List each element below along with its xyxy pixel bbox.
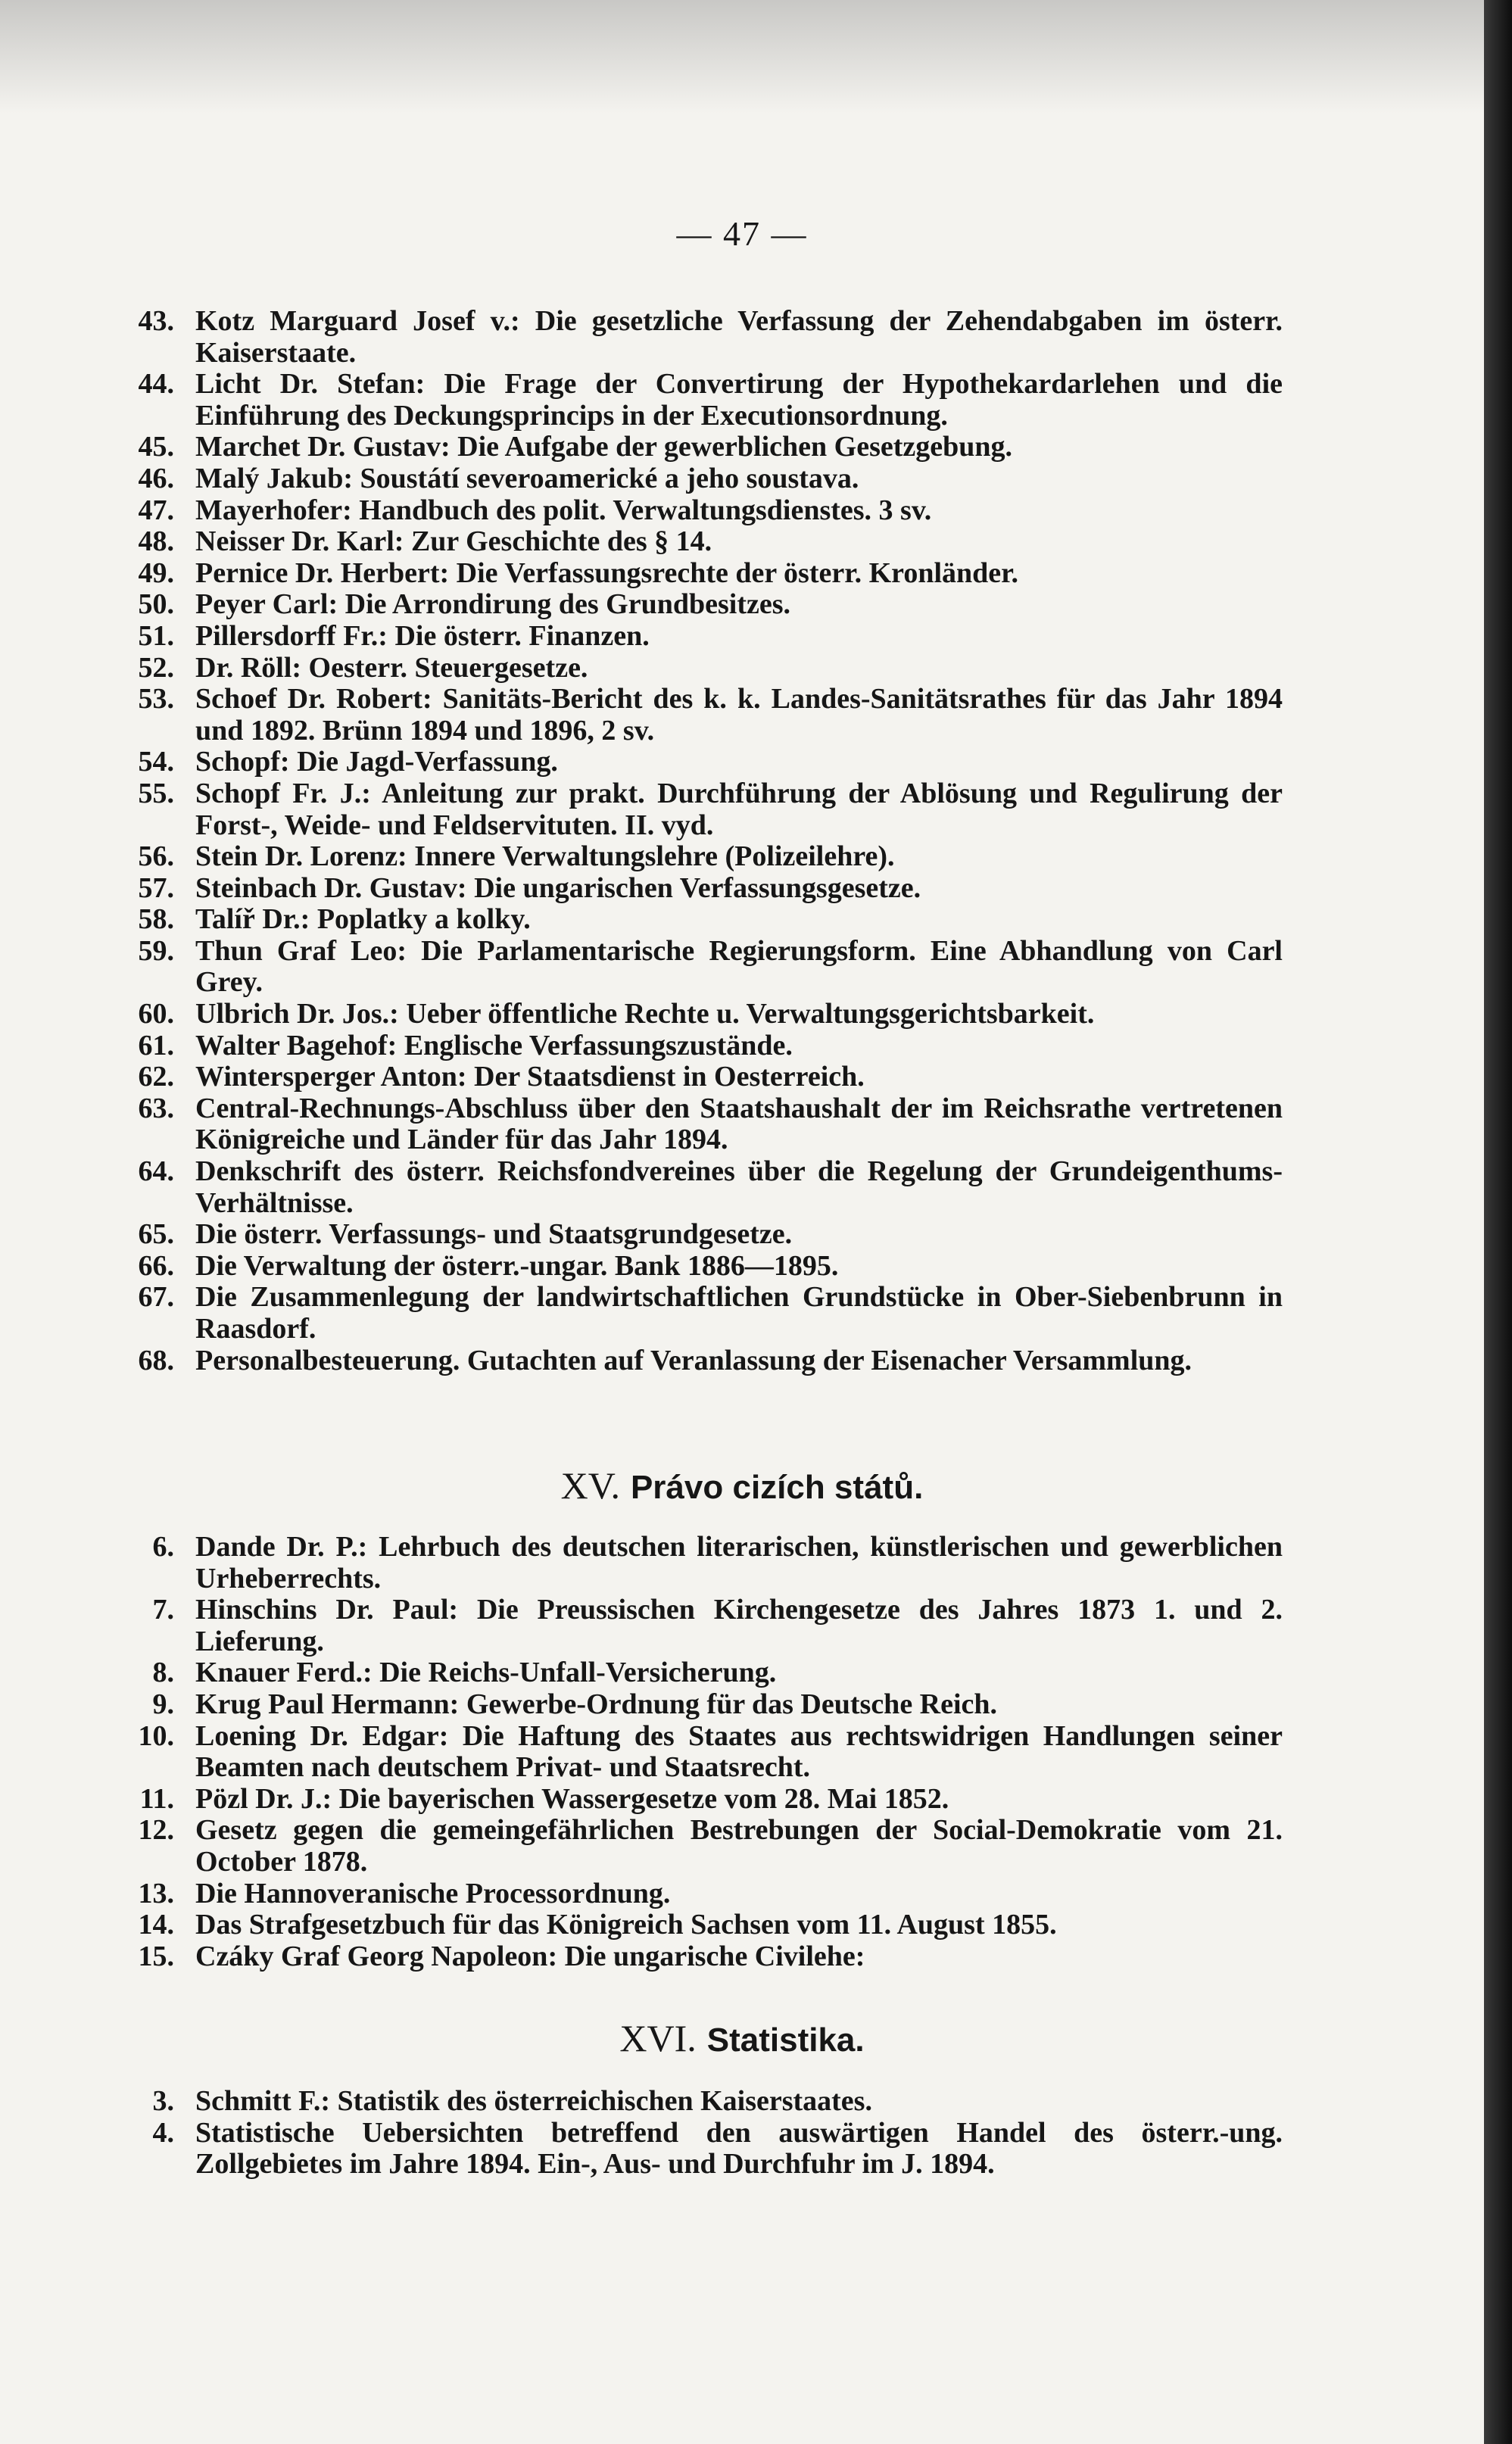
- entry-text: Knauer Ferd.: Die Reichs-Unfall-Versicherung.: [195, 1657, 777, 1689]
- list-item: [0, 1595, 1484, 1657]
- list-item: [0, 747, 1484, 778]
- entry-number: 48.: [138, 525, 174, 558]
- section-heading: [0, 2015, 1484, 2063]
- list-item: [0, 1721, 1484, 1784]
- entry-text: Dr. Röll: Oesterr. Steuergesetze.: [195, 651, 588, 684]
- entry-number: 9.: [152, 1688, 174, 1720]
- section-numeral: XVI.: [619, 2017, 697, 2059]
- page-number: — 47 —: [676, 214, 808, 253]
- list-item: [0, 369, 1484, 432]
- entry-text: Das Strafgesetzbuch für das Königreich Sachsen vom 11. August 1855.: [195, 1909, 1057, 1941]
- entry-number: 52.: [138, 651, 174, 684]
- entry-number: 59.: [138, 934, 174, 967]
- list-item: [0, 841, 1484, 873]
- entry-text: Czáky Graf Georg Napoleon: Die ungarische Civilehe:: [195, 1940, 865, 1972]
- entry-number: 46.: [138, 462, 174, 494]
- entry-number: 56.: [138, 840, 174, 873]
- list-item: [0, 526, 1484, 558]
- entry-text: Marchet Dr. Gustav: Die Aufgabe der gewerblichen Gesetzgebung.: [195, 431, 1013, 463]
- entry-number: 11.: [139, 1782, 174, 1815]
- entry-text: Malý Jakub: Soustátí severoamerické a jeho soustava.: [195, 462, 859, 494]
- entry-text: Neisser Dr. Karl: Zur Geschichte des § 14.: [195, 525, 712, 558]
- entry-number: 64.: [138, 1155, 174, 1188]
- entry-number: 8.: [152, 1657, 174, 1689]
- list-item: [0, 936, 1484, 999]
- entry-number: 65.: [138, 1218, 174, 1251]
- list-item: [0, 1251, 1484, 1283]
- entry-number: 68.: [138, 1344, 174, 1376]
- section-xv: [0, 1463, 1484, 1972]
- entries-section-a: [0, 306, 1484, 1376]
- entry-number: 13.: [138, 1877, 174, 1909]
- list-item: [0, 1219, 1484, 1251]
- list-item: [0, 495, 1484, 527]
- list-item: [0, 653, 1484, 684]
- entry-number: 12.: [138, 1814, 174, 1847]
- entry-text: Gesetz gegen die gemeingefährlichen Bestrebungen der Social-Demokratie vom 21. October 1878.: [195, 1814, 1283, 1878]
- entry-text: Loening Dr. Edgar: Die Haftung des Staates aus rechtswidrigen Handlungen seiner Beamten nach deutschem Privat- und Staatsrecht.: [195, 1719, 1283, 1784]
- entry-number: 6.: [152, 1531, 174, 1563]
- entry-number: 44.: [138, 368, 174, 401]
- entry-number: 63.: [138, 1092, 174, 1124]
- entry-text: Steinbach Dr. Gustav: Die ungarischen Verfassungsgesetze.: [195, 871, 921, 904]
- entry-number: 14.: [138, 1909, 174, 1941]
- entry-text: Dande Dr. P.: Lehrbuch des deutschen literarischen, künstlerischen und gewerblichen Urheberrechts.: [195, 1531, 1283, 1595]
- scan-border: [1484, 0, 1512, 2444]
- entry-text: Thun Graf Leo: Die Parlamentarische Regierungsform. Eine Abhandlung von Carl Grey.: [195, 934, 1283, 999]
- entry-number: 62.: [138, 1061, 174, 1093]
- section-title: Právo cizích států.: [630, 1469, 924, 1506]
- entry-text: Die Verwaltung der österr.-ungar. Bank 1886—1895.: [195, 1249, 839, 1282]
- entry-text: Pillersdorff Fr.: Die österr. Finanzen.: [195, 619, 650, 652]
- list-item: [0, 1345, 1484, 1377]
- entry-text: Pözl Dr. J.: Die bayerischen Wassergesetze vom 28. Mai 1852.: [195, 1782, 949, 1815]
- list-item: [0, 306, 1484, 369]
- list-item: [0, 1909, 1484, 1941]
- entry-list: [0, 1532, 1484, 1972]
- entry-text: Schopf Fr. J.: Anleitung zur prakt. Durchführung der Ablösung und Regulirung der Forst-, Weide- und Feldservituten. II. vyd.: [195, 777, 1283, 841]
- entry-number: 3.: [152, 2085, 174, 2117]
- list-item: [0, 432, 1484, 463]
- entry-text: Licht Dr. Stefan: Die Frage der Convertirung der Hypothekardarlehen und die Einführung des Deckungsprincips in der Executionsordnung.: [195, 368, 1283, 432]
- entry-number: 54.: [138, 746, 174, 778]
- list-item: [0, 1156, 1484, 1219]
- entry-text: Walter Bagehof: Englische Verfassungszustände.: [195, 1029, 793, 1061]
- list-item: [0, 2118, 1484, 2181]
- entry-number: 43.: [138, 305, 174, 337]
- entry-number: 4.: [152, 2116, 174, 2149]
- entry-text: Peyer Carl: Die Arrondirung des Grundbesitzes.: [195, 588, 790, 621]
- list-item: [0, 621, 1484, 653]
- section-numeral: XV.: [560, 1464, 620, 1507]
- entry-text: Kotz Marguard Josef v.: Die gesetzliche Verfassung der Zehendabgaben im österr. Kaiserstaate.: [195, 305, 1283, 369]
- entry-text: Schoef Dr. Robert: Sanitäts-Bericht des k. k. Landes-Sanitätsrathes für das Jahr 1894 und 1892. Brünn 1894 und 1896, 2 sv.: [195, 683, 1283, 747]
- entry-number: 67.: [138, 1281, 174, 1314]
- list-item: [0, 1030, 1484, 1062]
- list-item: [0, 1093, 1484, 1156]
- entry-text: Wintersperger Anton: Der Staatsdienst in Oesterreich.: [195, 1061, 865, 1093]
- entry-text: Talíř Dr.: Poplatky a kolky.: [195, 903, 531, 936]
- section-title: Statistika.: [706, 2022, 865, 2059]
- entry-number: 55.: [138, 777, 174, 809]
- list-item: [0, 873, 1484, 905]
- list-item: [0, 1282, 1484, 1345]
- entry-number: 60.: [138, 998, 174, 1030]
- entry-number: 47.: [138, 494, 174, 526]
- entry-number: 58.: [138, 903, 174, 936]
- entry-number: 49.: [138, 556, 174, 589]
- entry-text: Central-Rechnungs-Abschluss über den Staatshaushalt der im Reichsrathe vertretenen Königreiche und Länder für das Jahr 1894.: [195, 1092, 1283, 1156]
- entry-text: Hinschins Dr. Paul: Die Preussischen Kirchengesetze des Jahres 1873 1. und 2. Lieferung.: [195, 1594, 1283, 1657]
- list-item: [0, 684, 1484, 747]
- entry-number: 10.: [138, 1719, 174, 1752]
- list-item: [0, 1815, 1484, 1878]
- scan-shadow: [0, 0, 1484, 114]
- list-item: [0, 999, 1484, 1030]
- entry-text: Denkschrift des österr. Reichsfondvereines über die Regelung der Grundeigenthums-Verhältnisse.: [195, 1155, 1283, 1219]
- entry-text: Ulbrich Dr. Jos.: Ueber öffentliche Rechte u. Verwaltungsgerichtsbarkeit.: [195, 998, 1095, 1030]
- entry-number: 61.: [138, 1029, 174, 1061]
- entry-number: 45.: [138, 431, 174, 463]
- entry-list: [0, 306, 1484, 1376]
- list-item: [0, 1061, 1484, 1093]
- entry-text: Statistische Uebersichten betreffend den auswärtigen Handel des österr.-ung. Zollgebietes im Jahre 1894. Ein-, Aus- und Durchfuhr im J. 1894.: [195, 2116, 1283, 2181]
- list-item: [0, 904, 1484, 936]
- entry-number: 15.: [138, 1940, 174, 1972]
- entry-number: 7.: [152, 1594, 174, 1626]
- list-item: [0, 558, 1484, 590]
- entry-text: Pernice Dr. Herbert: Die Verfassungsrechte der österr. Kronländer.: [195, 556, 1019, 589]
- entry-text: Schopf: Die Jagd-Verfassung.: [195, 746, 558, 778]
- list-item: [0, 2086, 1484, 2118]
- entry-number: 50.: [138, 588, 174, 621]
- entry-text: Die österr. Verfassungs- und Staatsgrundgesetze.: [195, 1218, 793, 1251]
- section-xvi: [0, 2015, 1484, 2181]
- entry-number: 66.: [138, 1249, 174, 1282]
- entry-text: Die Zusammenlegung der landwirtschaftlichen Grundstücke in Ober-Siebenbrunn in Raasdorf.: [195, 1281, 1283, 1345]
- list-item: [0, 1689, 1484, 1721]
- list-item: [0, 1878, 1484, 1910]
- entry-list: [0, 2086, 1484, 2181]
- entry-text: Mayerhofer: Handbuch des polit. Verwaltungsdienstes. 3 sv.: [195, 494, 932, 526]
- entry-text: Krug Paul Hermann: Gewerbe-Ordnung für das Deutsche Reich.: [195, 1688, 998, 1720]
- list-item: [0, 1784, 1484, 1816]
- entry-number: 53.: [138, 683, 174, 715]
- entry-text: Personalbesteuerung. Gutachten auf Veranlassung der Eisenacher Versammlung.: [195, 1344, 1192, 1376]
- list-item: [0, 589, 1484, 621]
- entry-number: 51.: [138, 619, 174, 652]
- list-item: [0, 778, 1484, 841]
- entry-text: Stein Dr. Lorenz: Innere Verwaltungslehre (Polizeilehre).: [195, 840, 895, 873]
- entry-text: Die Hannoveranische Processordnung.: [195, 1877, 671, 1909]
- list-item: [0, 1941, 1484, 1973]
- list-item: [0, 1532, 1484, 1595]
- entry-text: Schmitt F.: Statistik des österreichischen Kaiserstaates.: [195, 2085, 872, 2117]
- list-item: [0, 463, 1484, 495]
- entry-number: 57.: [138, 871, 174, 904]
- section-heading: [0, 1463, 1484, 1510]
- list-item: [0, 1657, 1484, 1689]
